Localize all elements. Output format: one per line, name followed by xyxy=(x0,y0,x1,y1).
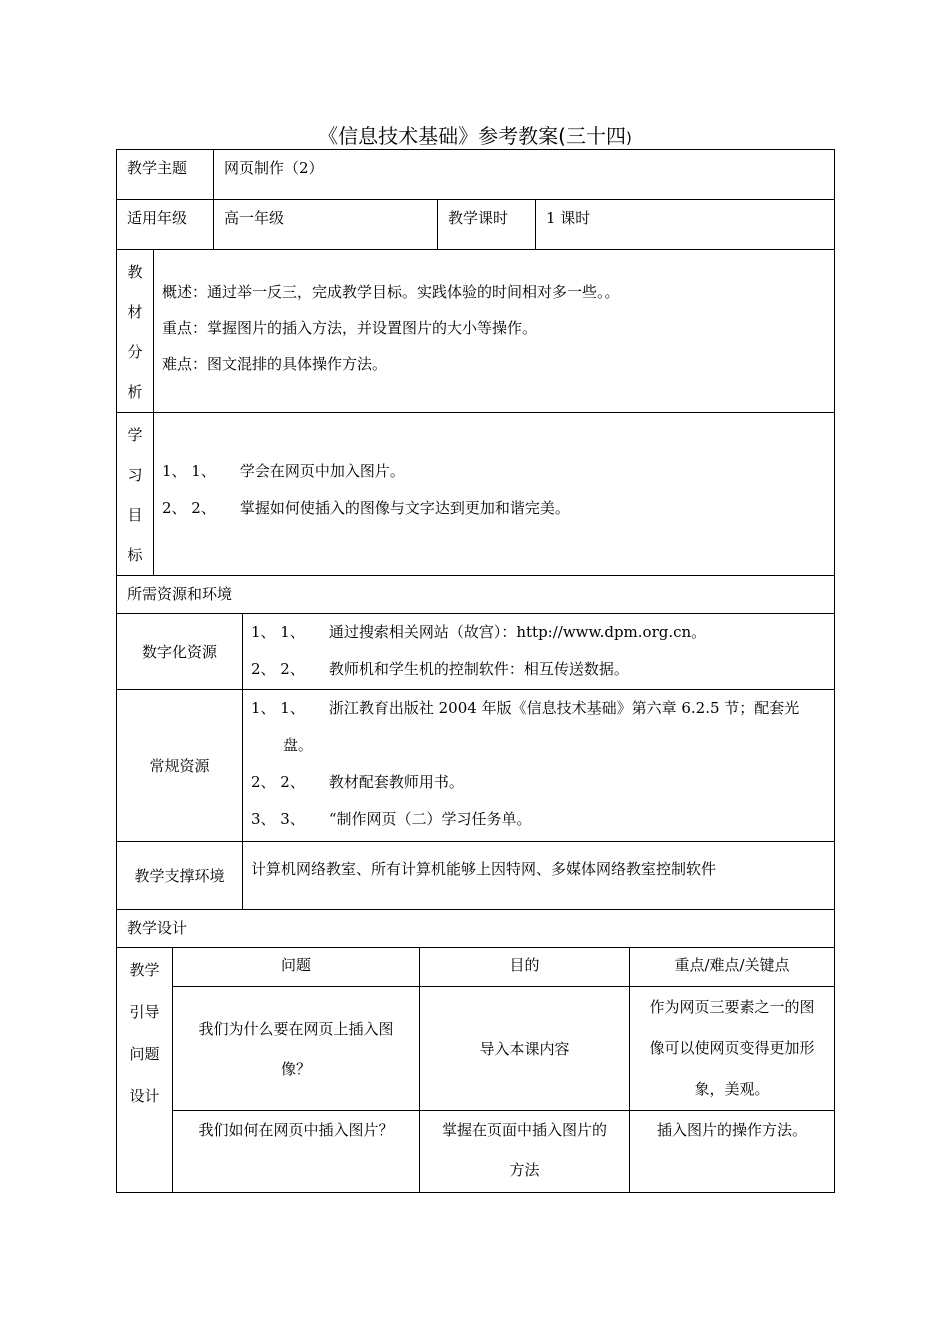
env-label: 教学支撑环境 xyxy=(117,842,243,910)
design-side-label xyxy=(117,948,173,1193)
material-label-char: 析 xyxy=(127,383,143,401)
topic-label: 教学主题 xyxy=(117,150,214,200)
resources-table xyxy=(116,575,835,948)
question-cell xyxy=(173,987,420,1111)
side-label-line: 设计 xyxy=(129,1087,160,1105)
goal-item xyxy=(162,453,828,490)
goal-text: 掌握如何使插入的图像与文字达到更加和谐完美。 xyxy=(239,499,570,517)
material-difficulty: 难点：图文混排的具体操作方法。 xyxy=(162,355,388,373)
question-cell xyxy=(173,1111,420,1193)
goal-text: 学会在网页中加入图片。 xyxy=(239,462,405,480)
goal-item xyxy=(162,490,828,527)
item-number: 1、 1、 xyxy=(251,623,305,641)
goals-label xyxy=(117,413,154,576)
key-cell xyxy=(630,987,835,1111)
aim-line: 导入本课内容 xyxy=(479,1039,570,1058)
digital-item xyxy=(251,651,828,688)
key-line: 像可以使网页变得更加形 xyxy=(649,1039,815,1057)
analysis-table xyxy=(116,249,835,576)
question-line: 像？ xyxy=(280,1059,311,1078)
regular-item-continuation: 盘。 xyxy=(283,736,314,754)
material-label xyxy=(117,250,154,413)
aim-cell xyxy=(420,1111,630,1193)
info-table xyxy=(116,149,835,250)
item-number: 2、 2、 xyxy=(251,773,305,791)
grade-value: 高一年级 xyxy=(214,200,438,250)
side-label-line: 问题 xyxy=(129,1045,160,1063)
material-content xyxy=(154,250,835,413)
header-key: 重点/难点/关键点 xyxy=(630,948,835,987)
goal-number: 1、 1、 xyxy=(162,462,216,480)
material-label-char: 材 xyxy=(127,303,143,321)
goal-number: 2、 2、 xyxy=(162,499,216,517)
material-label-char: 教 xyxy=(127,263,143,281)
item-number: 3、 3、 xyxy=(251,810,305,828)
design-section-label: 教学设计 xyxy=(117,910,835,948)
title-main: 《信息技术基础》参考教案(三十四 xyxy=(318,124,626,148)
aim-cell xyxy=(420,987,630,1111)
key-line: 作为网页三要素之一的图 xyxy=(649,998,815,1016)
question-line: 我们如何在网页中插入图片？ xyxy=(198,1121,394,1139)
resources-section-label: 所需资源和环境 xyxy=(117,576,835,614)
question-line: 我们为什么要在网页上插入图 xyxy=(198,1019,394,1038)
goals-content xyxy=(154,413,835,576)
goals-label-char: 标 xyxy=(127,546,143,564)
regular-item xyxy=(251,764,828,801)
side-label-line: 引导 xyxy=(129,1003,160,1021)
goals-label-char: 习 xyxy=(127,466,143,484)
design-table xyxy=(116,947,835,1193)
env-value-cell xyxy=(243,842,835,910)
topic-value: 网页制作（2） xyxy=(214,150,835,200)
material-overview: 概述：通过举一反三，完成教学目标。实践体验的时间相对多一些。。 xyxy=(162,283,620,301)
digital-item xyxy=(251,614,828,651)
key-line: 插入图片的操作方法。 xyxy=(656,1121,807,1139)
hours-value: 1 课时 xyxy=(536,200,835,250)
regular-resources-label: 常规资源 xyxy=(117,690,243,842)
side-label-line: 教学 xyxy=(129,961,160,979)
header-question: 问题 xyxy=(173,948,420,987)
hours-label: 教学课时 xyxy=(438,200,536,250)
digital-resources-content xyxy=(243,614,835,690)
item-number: 2、 2、 xyxy=(251,660,305,678)
env-value: 计算机网络教室、所有计算机能够上因特网、多媒体网络教室控制软件 xyxy=(251,860,717,878)
key-cell xyxy=(630,1111,835,1193)
material-key: 重点：掌握图片的插入方法，并设置图片的大小等操作。 xyxy=(162,319,538,337)
grade-label: 适用年级 xyxy=(117,200,214,250)
item-number: 1、 1、 xyxy=(251,699,305,717)
item-text: 教材配套教师用书。 xyxy=(328,773,464,791)
item-text: 通过搜索相关网站（故宫）：http://www.dpm.org.cn。 xyxy=(328,623,707,641)
page-title xyxy=(0,122,950,152)
item-text: 教师机和学生机的控制软件：相互传送数据。 xyxy=(328,660,629,678)
regular-item xyxy=(251,690,828,727)
regular-resources-content xyxy=(243,690,835,842)
item-text: “制作网页（二）学习任务单。 xyxy=(328,810,532,828)
goals-label-char: 学 xyxy=(127,426,143,444)
item-text: 浙江教育出版社 2004 年版《信息技术基础》第六章 6.2.5 节；配套光 xyxy=(328,699,800,717)
material-label-char: 分 xyxy=(127,343,143,361)
header-aim: 目的 xyxy=(420,948,630,987)
title-close: ) xyxy=(625,129,632,147)
digital-resources-label: 数字化资源 xyxy=(117,614,243,690)
lesson-plan-document xyxy=(116,149,834,1193)
key-line: 象，美观。 xyxy=(694,1080,770,1098)
aim-line: 掌握在页面中插入图片的 xyxy=(441,1121,607,1139)
regular-item xyxy=(251,801,828,838)
aim-line: 方法 xyxy=(509,1161,540,1179)
goals-label-char: 目 xyxy=(127,506,143,524)
